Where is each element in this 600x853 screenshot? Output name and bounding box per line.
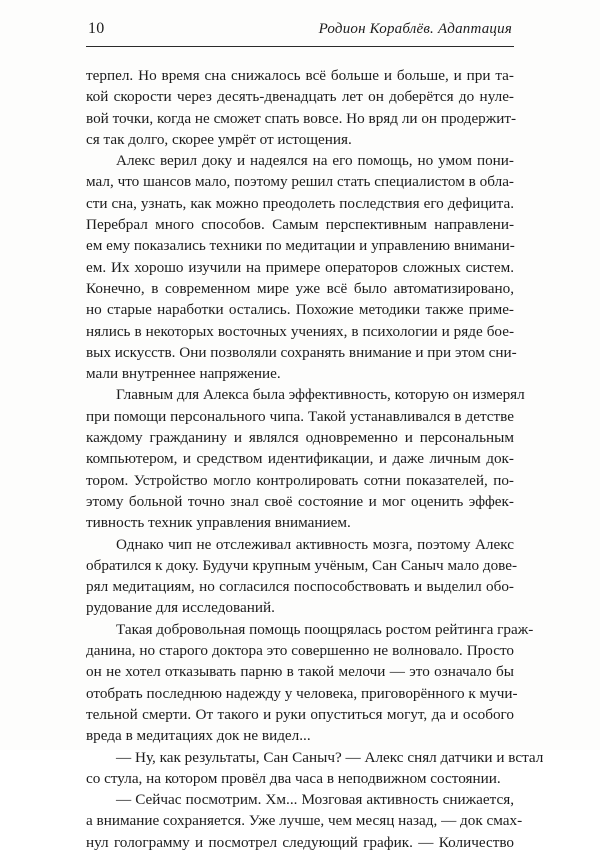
text-line: обратился к доку. Будучи крупным учёным, Сан Саныч мало дове- — [86, 556, 518, 574]
text-line: данина, но старого доктора это совершенно не волновало. Просто — [86, 642, 514, 660]
header-rule — [86, 46, 514, 47]
paragraph — [86, 150, 517, 384]
text-line: ем ему показались техники по медитации и управлению внимани- — [86, 237, 515, 255]
text-line: кой скорости через десять-двенадцать лет он доберётся до нуле- — [86, 88, 514, 106]
text-line: тивность техник управления вниманием. — [86, 514, 351, 532]
text-line: терпел. Но время сна снижалось всё больше и больше, и при та- — [86, 67, 514, 84]
text-line: сти сна, узнать, как можно преодолеть последствия его дефицита. — [86, 194, 514, 212]
paragraph — [86, 789, 523, 853]
text-line: но старые наработки остались. Похожие методики также приме- — [86, 301, 514, 319]
body-text — [86, 65, 544, 853]
text-line: каждому гражданину и являлся одновременно и персональным — [86, 429, 514, 447]
text-line: Однако чип не отслеживал активность мозга, поэтому Алекс — [116, 535, 514, 553]
text-line: вой точки, когда не сможет спать вовсе. Но вряд ли он продержит- — [86, 109, 517, 127]
text-line: рудование для исследований. — [86, 599, 275, 617]
page-number: 10 — [88, 20, 105, 37]
text-line: нул голограмму и посмотрел следующий график. — Количество — [86, 833, 514, 851]
paragraph — [86, 619, 534, 747]
text-line: Такая добровольная помощь поощрялась ростом рейтинга граж- — [116, 620, 534, 638]
paragraph — [86, 534, 518, 619]
text-line: нялись в некоторых восточных учениях, в психологии и ряде бое- — [86, 322, 514, 340]
text-line: рял медитациям, но согласился поспособствовать и выделил обо- — [86, 578, 514, 596]
text-line: — Сейчас посмотрим. Хм... Мозговая активность снижается, — [116, 791, 514, 809]
text-line: тельной смерти. От такого и руки опуститься могут, да и особого — [86, 705, 514, 723]
text-line: Перебрал много способов. Самым перспективным направлени- — [86, 216, 514, 234]
text-line: — Ну, как результаты, Сан Саныч? — Алекс снял датчики и встал — [116, 748, 544, 766]
text-line: вреда в медитациях док не видел... — [86, 727, 311, 745]
text-line: компьютером, и средством идентификации, и даже личным док- — [86, 450, 514, 468]
text-line: Алекс верил доку и надеялся на его помощь, но умом пони- — [116, 152, 514, 170]
paragraph — [86, 747, 544, 790]
text-line: ся так долго, скорее умрёт от истощения. — [86, 130, 352, 148]
paragraph — [86, 65, 517, 150]
text-line: со стула, на котором провёл два часа в неподвижном состоянии. — [86, 769, 501, 787]
text-line: Главным для Алекса была эффективность, которую он измерял — [116, 386, 525, 404]
text-line: он не хотел отказывать парню в такой мелочи — это означало бы — [86, 663, 514, 681]
paragraph — [86, 384, 525, 533]
text-line: отобрать последнюю надежду у человека, приговорённого к мучи- — [86, 684, 518, 702]
text-line: Конечно, в современном мире уже всё было автоматизировано, — [86, 279, 514, 297]
text-line: мал, что шансов мало, поэтому решил стать специалистом в обла- — [86, 173, 514, 191]
text-line: этому больной точно знал своё состояние и мог оценить эффек- — [86, 492, 514, 510]
running-head — [86, 16, 514, 42]
text-line: при помощи персонального чипа. Такой устанавливался в детстве — [86, 407, 514, 425]
text-line: вых искусств. Они позволяли сохранять внимание и при этом сни- — [86, 343, 517, 361]
text-line: тором. Устройство могло контролировать сотни показателей, по- — [86, 471, 514, 489]
running-title: Родион Кораблёв. Адаптация — [318, 21, 512, 37]
text-line: ем. Их хорошо изучили на примере операторов сложных систем. — [86, 258, 514, 276]
text-line: мали внутреннее напряжение. — [86, 365, 281, 383]
text-line: а внимание сохраняется. Уже лучше, чем месяц назад, — док смах- — [86, 812, 523, 830]
